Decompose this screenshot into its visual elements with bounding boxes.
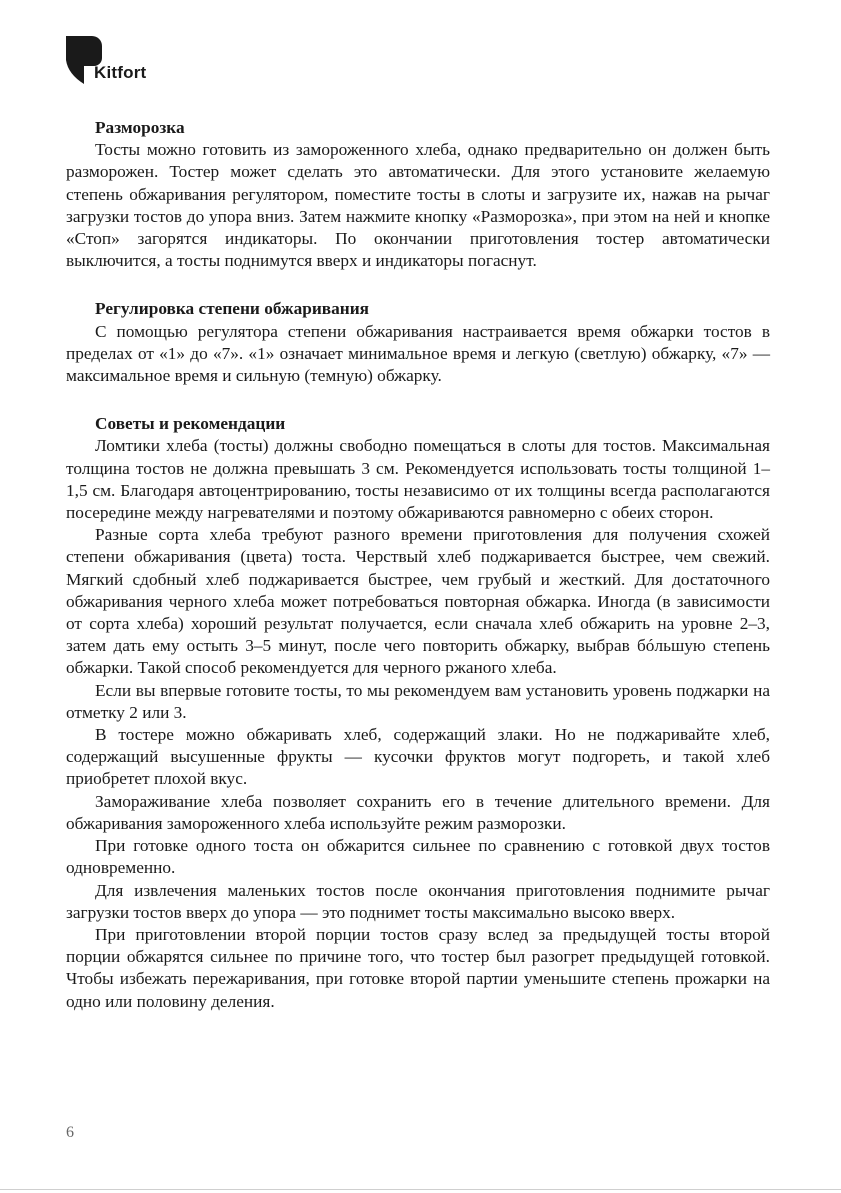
brand-name: Kitfort	[94, 63, 147, 82]
paragraph: При готовке одного тоста он обжарится сильнее по сравнению с готовкой двух тостов одновременно.	[66, 836, 770, 878]
paragraph: При приготовлении второй порции тостов сразу вслед за предыдущей тосты второй порции обжарятся сильнее по причине того, что тостер был разогрет предыдущей готовкой. Чтобы избежать пережаривания, при готовке второй партии уменьшите степень прожарки на одно или половину деления.	[66, 924, 770, 1011]
paragraph: Ломтики хлеба (тосты) должны свободно помещаться в слоты для тостов. Максимальная толщина тостов не должна превышать 3 см. Рекомендуется использовать тосты толщиной 1–1,5 см. Благодаря автоцентрированию, тосты независимо от их толщины всегда располагаются посередине между нагревателями и поэтому обжариваются равномерно с обеих сторон.	[66, 436, 770, 523]
section-browning-control	[66, 298, 770, 387]
section-tips	[66, 413, 770, 1012]
page-number: 6	[66, 1124, 74, 1141]
paragraph: Для извлечения маленьких тостов после окончания приготовления поднимите рычаг загрузки тостов вверх до упора — это поднимет тосты максимально высоко вверх.	[66, 880, 770, 922]
paragraph: Замораживание хлеба позволяет сохранить его в течение длительного времени. Для обжаривания замороженного хлеба используйте режим разморозки.	[66, 791, 770, 833]
document-body	[66, 117, 770, 1039]
section-heading: Разморозка	[95, 118, 185, 137]
page-bottom-rule	[0, 1189, 841, 1190]
paragraph: С помощью регулятора степени обжаривания настраивается время обжарки тостов в пределах от «1» до «7». «1» означает минимальное время и легкую (светлую) обжарку, «7» — максимальное время и сильную (темную) обжарку.	[66, 321, 770, 386]
paragraph: Тосты можно готовить из замороженного хлеба, однако предварительно он должен быть разморожен. Тостер может сделать это автоматически. Для этого установите желаемую степень обжаривания регулятором, поместите тосты в слоты и загрузите их, нажав на рычаг загрузки тостов до упора вниз. Затем нажмите кнопку «Разморозка», при этом на ней и кнопке «Стоп» загорятся индикаторы. По окончании приготовления тостер автоматически выключится, а тосты поднимутся вверх и индикаторы погаснут.	[66, 140, 770, 271]
section-defrost	[66, 117, 770, 272]
section-heading: Советы и рекомендации	[95, 414, 286, 434]
kitfort-logo	[66, 36, 176, 86]
paragraph: Если вы впервые готовите тосты, то мы рекомендуем вам установить уровень поджарки на отметку 2 или 3.	[66, 680, 770, 722]
paragraph: В тостере можно обжаривать хлеб, содержащий злаки. Но не поджаривайте хлеб, содержащий высушенные фрукты — кусочки фруктов могут подгореть, и такой хлеб приобретет плохой вкус.	[66, 725, 770, 789]
section-heading: Регулировка степени обжаривания	[95, 299, 370, 319]
paragraph: Разные сорта хлеба требуют разного времени приготовления для получения схожей степени обжаривания (цвета) тоста. Черствый хлеб поджаривается быстрее, чем свежий. Мягкий сдобный хлеб поджаривается быстрее, чем грубый и жесткий. Для достаточного обжаривания черного хлеба может потребоваться повторная обжарка. Иногда (в зависимости от сорта хлеба) хороший результат получается, если сначала хлеб обжарить на уровне 2–3, затем дать ему остыть 3–5 минут, после чего повторить обжарку, выбрав бóльшую степень обжарки. Такой способ рекомендуется для черного ржаного хлеба.	[66, 525, 770, 678]
